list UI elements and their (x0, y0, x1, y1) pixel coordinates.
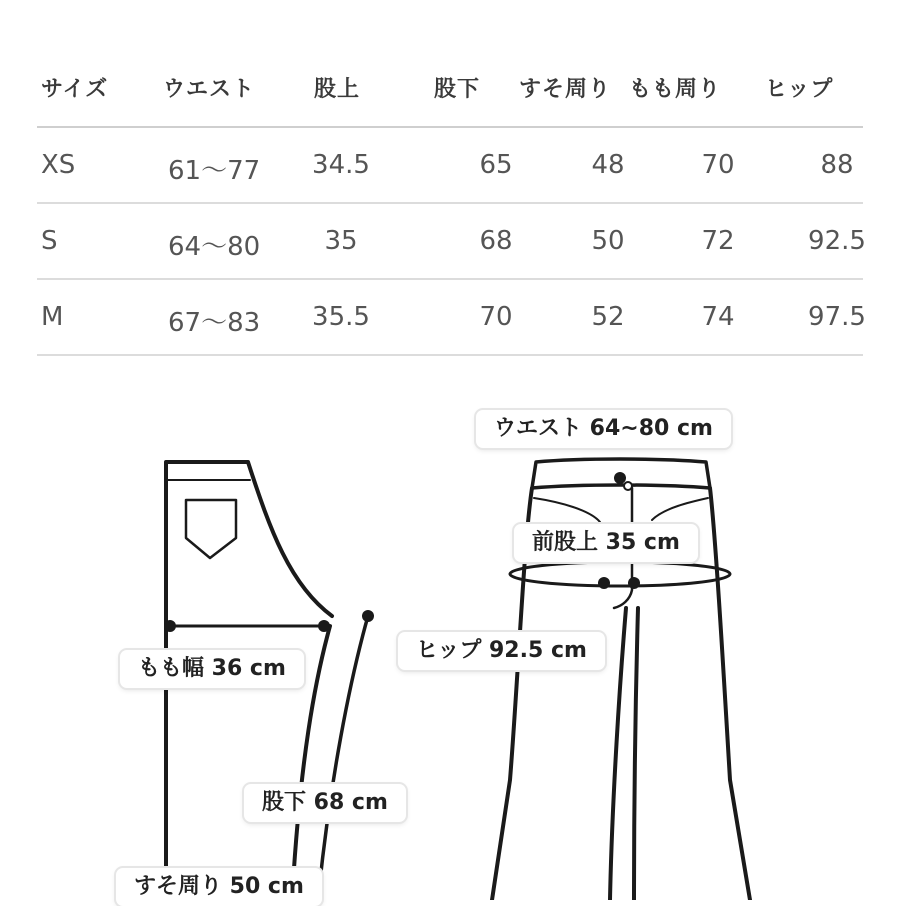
hip-measure-ellipse (510, 562, 730, 586)
cell-hip: 88 (820, 150, 854, 180)
cell-hem: 52 (591, 302, 625, 332)
label-hip: ヒップ 92.5 cm (398, 632, 605, 670)
table-row (37, 204, 866, 280)
header-thigh: もも周り (629, 77, 722, 102)
cell-inseam: 68 (479, 226, 513, 256)
cell-hip: 92.5 (808, 226, 866, 256)
hip-dot (598, 577, 610, 589)
label-waist: ウエスト 64~80 cm (476, 410, 731, 448)
cell-thigh: 70 (701, 150, 735, 180)
header-hip: ヒップ (765, 77, 834, 102)
table-header-row (37, 60, 863, 128)
measurement-diagram (0, 380, 900, 900)
cell-hem: 48 (591, 150, 625, 180)
cell-size: XS (41, 150, 76, 180)
header-rise: 股上 (314, 77, 361, 102)
back-pocket (186, 500, 236, 558)
front-left-pocket (534, 498, 600, 522)
thigh-left-dot (164, 620, 176, 632)
cell-rise: 34.5 (312, 150, 370, 180)
label-inseam: 股下 68 cm (244, 784, 406, 822)
rise-bottom-dot (628, 577, 640, 589)
cell-waist: 64〜80 (168, 232, 261, 262)
front-right-pocket (652, 498, 708, 520)
front-inner-left-leg (610, 608, 626, 900)
header-size: サイズ (41, 77, 109, 102)
cell-waist: 61〜77 (168, 156, 261, 186)
cell-inseam: 65 (479, 150, 513, 180)
table-row (37, 280, 866, 356)
cell-thigh: 72 (701, 226, 735, 256)
label-front-rise: 前股上 35 cm (514, 524, 698, 562)
front-right-leg-outline (710, 488, 750, 900)
cell-thigh: 74 (701, 302, 735, 332)
cell-size: S (41, 226, 58, 256)
cell-rise: 35 (324, 226, 358, 256)
cell-inseam: 70 (479, 302, 513, 332)
button-icon (624, 482, 632, 490)
header-inseam: 股下 (434, 77, 481, 102)
header-hem: すそ周り (519, 77, 612, 102)
waist-dot (614, 472, 626, 484)
label-thigh-width: もも幅 36 cm (120, 650, 304, 688)
cell-hip: 97.5 (808, 302, 866, 332)
cell-hem: 50 (591, 226, 625, 256)
inseam-measure-line (318, 616, 368, 900)
label-hem: すそ周り 50 cm (116, 868, 322, 906)
header-waist: ウエスト (163, 77, 256, 102)
table-row (37, 128, 863, 204)
front-inner-right-leg (634, 608, 638, 900)
thigh-right-dot (318, 620, 330, 632)
cell-waist: 67〜83 (168, 308, 261, 338)
inseam-dot (362, 610, 374, 622)
cell-size: M (41, 302, 64, 332)
size-table (37, 60, 866, 356)
cell-rise: 35.5 (312, 302, 370, 332)
